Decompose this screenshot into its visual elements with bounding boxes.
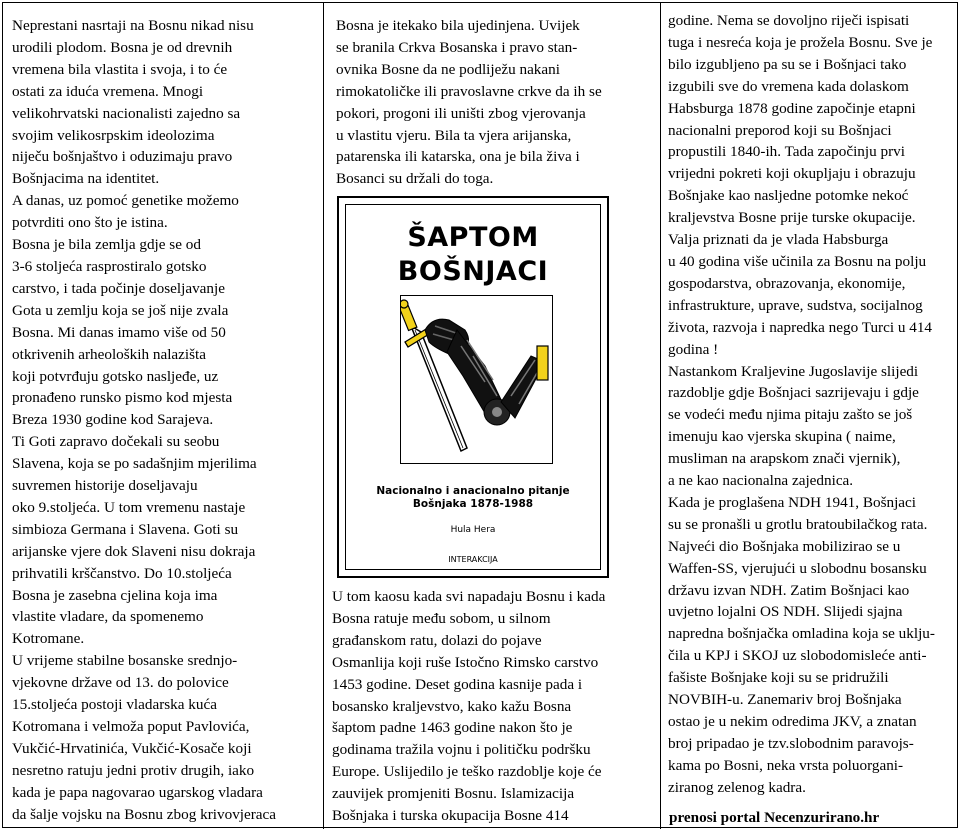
book-publisher: INTERAKCIJA — [448, 555, 498, 564]
book-title-line: ŠAPTOM — [407, 222, 539, 253]
text-line: u vlastitu vjeru. Bila ta vjera arijanska, — [336, 126, 572, 144]
text-line: koji potvrđuju gotsko nasljeđe, uz — [12, 367, 219, 385]
text-line: u 40 godina više učinila za Bosnu na polju — [668, 252, 927, 270]
text-line: Kotromane. — [12, 630, 85, 648]
text-line: prihvatili krščanstvo. Do 10.stoljeća — [12, 564, 232, 582]
text-line: Bošnjake kao nasljedne potomke nekoć — [668, 187, 909, 205]
text-line: da šalje vojsku na Bosnu zbog krivovjeraca — [12, 805, 277, 823]
text-line: građanskom ratu, dolazi do pojave — [332, 631, 542, 649]
text-line: suvremen historije doseljavaju — [12, 477, 198, 495]
text-line: A danas, uz pomoć genetike možemo — [12, 192, 239, 210]
text-line: šaptom padne 1463 godine nakon što je — [332, 719, 573, 737]
text-line: Bosna. Mi danas imamo više od 50 — [12, 323, 226, 341]
text-line: nacionalni preporod koji su Bošnjaci — [668, 121, 892, 139]
text-line: Bosanci su držali do toga. — [336, 170, 494, 188]
pauldron — [537, 346, 548, 380]
text-line: godina ! — [668, 340, 719, 358]
text-line: državu izvan NDH. Zatim Bošnjaci kao — [668, 581, 910, 599]
book-cover-image — [337, 196, 609, 578]
text-line: svojim velikosrpskim ideolozima — [12, 126, 215, 144]
book-subtitle-line: Bošnjaka 1878-1988 — [412, 498, 534, 510]
text-line: ostati za iduća vremena. Mnogi — [12, 82, 204, 100]
text-line: kraljevstva Bosne prije turske okupacije. — [668, 209, 916, 227]
text-line: nesretno ratuju jedni protiv drugih, iako — [12, 761, 255, 779]
book-subtitle — [346, 485, 600, 511]
text-line: Kada je proglašena NDH 1941, Bošnjaci — [668, 493, 916, 511]
book-author: Hula Hera — [450, 525, 496, 535]
column-divider — [660, 3, 661, 829]
article-column-2-top — [336, 15, 656, 190]
text-line: zauvijek promjeniti Bosnu. Islamizacija — [332, 785, 575, 803]
text-line: Bosna je zasebna cjelina koja ima — [12, 586, 218, 604]
text-line: U vrijeme stabilne bosanske srednjo- — [12, 652, 238, 670]
text-line: tuga i nesreća koja je prožela Bosnu. Sve je — [668, 33, 933, 51]
text-line: carstvo, i tada počinje doseljavanje — [12, 279, 225, 297]
text-line: Slavena, koja se po sadašnjim mjerilima — [12, 455, 257, 473]
text-line: čila u KPJ i SKOJ uz slobodomisleće anti- — [668, 647, 927, 665]
text-line: velikohrvatski nacionalisti zajedno sa — [12, 104, 241, 122]
text-line: bilo izgubljeno pa su se i Bošnjaci tako — [668, 55, 907, 73]
text-line: Bošnjaka i turska okupacija Bosne 414 — [332, 807, 569, 825]
newspaper-page — [2, 2, 958, 828]
text-line: Gota u zemlju koja se još nije zvala — [12, 301, 229, 319]
text-line: kada je papa nagovarao ugarskog vladara — [12, 783, 263, 801]
text-line: Neprestani nasrtaji na Bosnu nikad nisu — [12, 17, 254, 34]
text-line: razdoblje gdje Bošnjaci sazrijevaju i gdje — [668, 384, 919, 402]
text-line: Europe. Uslijedilo je teško razdoblje koje će — [332, 763, 602, 781]
text-line: godine. Nema se dovoljno riječi ispisati — [668, 12, 910, 29]
text-line: kama po Bosni, neka vrsta poluorgani- — [668, 756, 904, 774]
book-title — [346, 221, 600, 289]
text-line: izgubili sve do vremena kada dolaskom — [668, 77, 909, 95]
text-line: propustili 1840-ih. Tada započinju prvi — [668, 143, 905, 161]
text-line: Kotromana i velmoža poput Pavlovića, — [12, 718, 250, 735]
text-line: napredna bošnjačka omladina koja se uklju- — [668, 625, 935, 643]
text-line: simbioza Germana i Slavena. Goti su — [12, 520, 239, 538]
article-column-3 — [668, 10, 958, 799]
text-line: Valja priznati da je vlada Habsburga — [668, 231, 889, 249]
text-line: musliman na arapskom znači vjernik), — [668, 450, 901, 468]
text-line: Bosna je bila zemlja gdje se od — [12, 236, 201, 254]
text-line: Osmanlija koji ruše Istočno Rimsko carstvo — [332, 653, 599, 671]
text-line: Habsburga 1878 godine započinje etapni — [668, 99, 916, 117]
text-line: ziranog zelenog kadra. — [668, 778, 806, 796]
text-line: potvrditi ono što je istina. — [12, 214, 168, 232]
text-line: Nastankom Kraljevine Jugoslavije slijedi — [668, 362, 919, 380]
article-column-1 — [12, 15, 317, 826]
text-line: infrastrukture, uprave, sudstva, socijalnog — [668, 296, 923, 314]
text-line: gospodarstva, obrazovanja, ekonomije, — [668, 274, 906, 292]
book-cover-frame — [345, 204, 601, 570]
text-line: patarenska ili katarska, ona je bila živa i — [336, 148, 580, 166]
text-line: 3-6 stoljeća rasprostiralo gotsko — [12, 257, 207, 275]
text-line: vrijedni pokreti koji okupljaju i obrazuju — [668, 165, 916, 183]
text-line: fašiste Bošnjake koji su se pridružili — [668, 669, 889, 687]
text-line: se vodeći među njima pitaju zašto se još — [668, 406, 913, 424]
text-line: a ne kao nacionalna zajednica. — [668, 472, 854, 490]
text-line: 15.stoljeća postoji vladarska kuća — [12, 696, 217, 714]
text-line: Breza 1930 godine kod Sarajeva. — [12, 411, 214, 429]
text-line: Vukčić-Hrvatinića, Vukčić-Kosače koji — [12, 739, 252, 757]
text-line: pokori, progoni ili uništi zbog vjerovanja — [336, 104, 586, 122]
text-line: broj pripadao je tzv.slobodnim paravojs- — [668, 734, 914, 752]
text-line: oko 9.stoljeća. U tom vremenu nastaje — [12, 498, 246, 516]
text-line: arijanske vjere dok Slaveni nisu dokraja — [12, 542, 256, 560]
book-title-line: BOŠNJACI — [397, 256, 549, 287]
text-line: Ti Goti zapravo dočekali su seobu — [12, 433, 220, 451]
text-line: NOVBIH-u. Zanemariv broj Bošnjaka — [668, 691, 902, 709]
text-line: Bosna je itekako bila ujedinjena. Uvijek — [336, 17, 580, 34]
text-line: imenuju kao vjerska skupina ( naime, — [668, 428, 896, 446]
text-line: uvjetno lojalni OS NDH. Slijedi sjajna — [668, 603, 903, 621]
text-line: vjekovne države od 13. do polovice — [12, 674, 229, 692]
text-line: bosansko kraljevstvo, kako kažu Bosna — [332, 697, 572, 715]
text-line: Najveći dio Bošnjaka mobilizirao se u — [668, 537, 901, 555]
text-line: Bošnjacima na identitet. — [12, 170, 160, 188]
source-credit: prenosi portal Necenzurirano.hr — [669, 809, 880, 826]
text-line: vremena bila vlastita i svoja, i to će — [12, 60, 228, 78]
text-line: života, razvoja i napredka nego Turci u 414 — [668, 318, 933, 336]
text-line: U tom kaosu kada svi napadaju Bosnu i kada — [332, 588, 606, 605]
text-line: Waffen-SS, vjerujući u slobodnu bosansku — [668, 559, 927, 577]
text-line: se branila Crkva Bosanska i pravo stan- — [336, 38, 578, 56]
text-line: rimokatoličke ili pravoslavne crkve da ih se — [336, 82, 602, 100]
book-subtitle-line: Nacionalno i anacionalno pitanje — [376, 485, 570, 497]
article-column-2-bottom — [332, 586, 652, 827]
text-line: 1453 godine. Deset godina kasnije pada i — [332, 675, 583, 693]
text-line: niječu bošnjaštvo i oduzimaju pravo — [12, 148, 233, 166]
text-line: ostao je u nekim odredima JKV, a znatan — [668, 713, 917, 730]
text-line: pronađeno runsko pismo kod mjesta — [12, 389, 233, 407]
text-line: vlastite vladare, da spomenemo — [12, 608, 204, 626]
text-line: su se pronašli u grotlu bratoubilačkog rata. — [668, 515, 928, 533]
text-line: otkrivenih arheoloških nalazišta — [12, 345, 207, 363]
text-line: godinama tražila vojnu i političku podršku — [332, 741, 591, 759]
text-line: urodili plodom. Bosna je od drevnih — [12, 38, 233, 56]
armored-arm-holding-sword-icon — [400, 295, 553, 464]
text-line: Bosna ratuje među sobom, u silnom — [332, 609, 551, 627]
text-line: ovnika Bosne da ne podliježu nakani — [336, 60, 560, 78]
column-divider — [323, 3, 324, 829]
